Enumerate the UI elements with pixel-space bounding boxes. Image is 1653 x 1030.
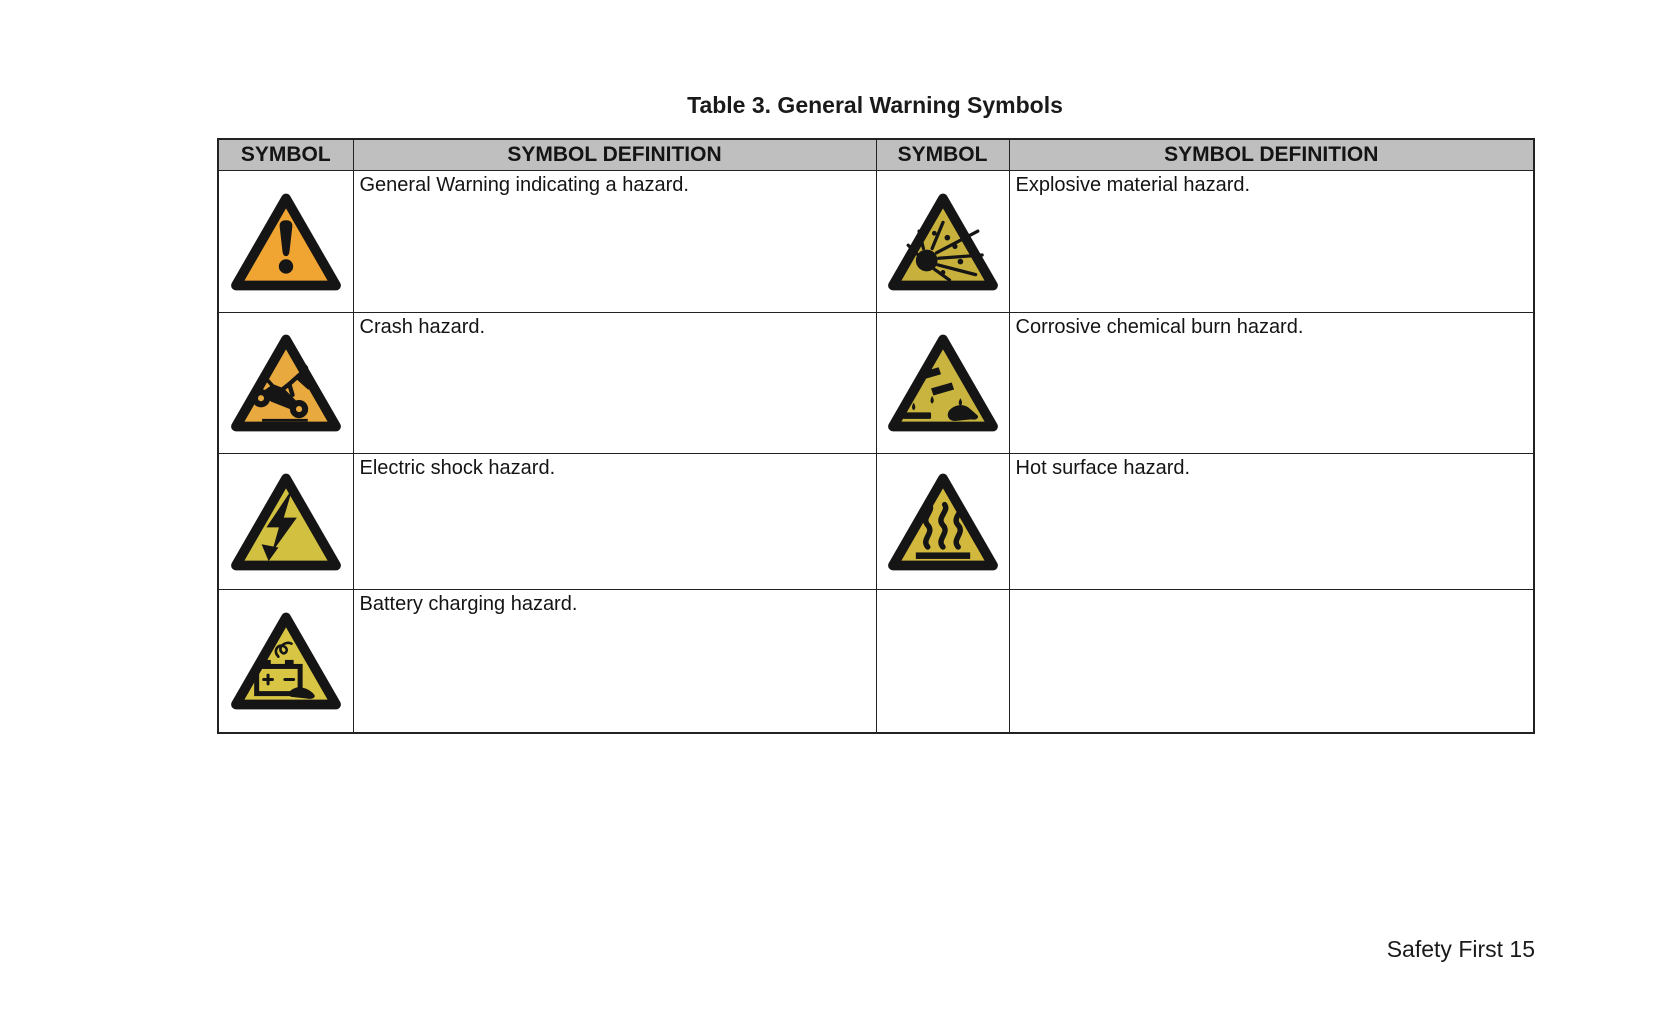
symbol-cell [876, 313, 1009, 454]
crash-hazard-icon [229, 333, 343, 433]
general-warning-icon [229, 192, 343, 292]
symbol-cell [218, 313, 353, 454]
symbol-cell [876, 454, 1009, 590]
definition-cell: Electric shock hazard. [353, 454, 876, 590]
definition-cell [1009, 590, 1534, 733]
table-row [218, 313, 1534, 454]
corrosive-chemical-icon [886, 333, 1000, 433]
header-symbol-left: SYMBOL [218, 139, 353, 171]
electric-shock-icon [229, 472, 343, 572]
symbol-cell [218, 171, 353, 313]
definition-cell: Explosive material hazard. [1009, 171, 1534, 313]
header-definition-left: SYMBOL DEFINITION [353, 139, 876, 171]
definition-cell: Corrosive chemical burn hazard. [1009, 313, 1534, 454]
definition-cell: Battery charging hazard. [353, 590, 876, 733]
explosive-material-icon [886, 192, 1000, 292]
header-symbol-right: SYMBOL [876, 139, 1009, 171]
symbol-cell [876, 171, 1009, 313]
symbol-cell [218, 590, 353, 733]
table-row [218, 590, 1534, 733]
symbol-cell [218, 454, 353, 590]
symbol-cell-empty [876, 590, 1009, 733]
table-title: Table 3. General Warning Symbols [687, 92, 1063, 118]
page-footer: Safety First 15 [1386, 936, 1535, 962]
table-row [218, 171, 1534, 313]
warning-symbols-table [217, 138, 1535, 734]
table-header-row [218, 139, 1534, 171]
header-definition-right: SYMBOL DEFINITION [1009, 139, 1534, 171]
battery-charging-icon [229, 611, 343, 711]
hot-surface-icon [886, 472, 1000, 572]
definition-cell: Crash hazard. [353, 313, 876, 454]
definition-cell: General Warning indicating a hazard. [353, 171, 876, 313]
definition-cell: Hot surface hazard. [1009, 454, 1534, 590]
table-row [218, 454, 1534, 590]
